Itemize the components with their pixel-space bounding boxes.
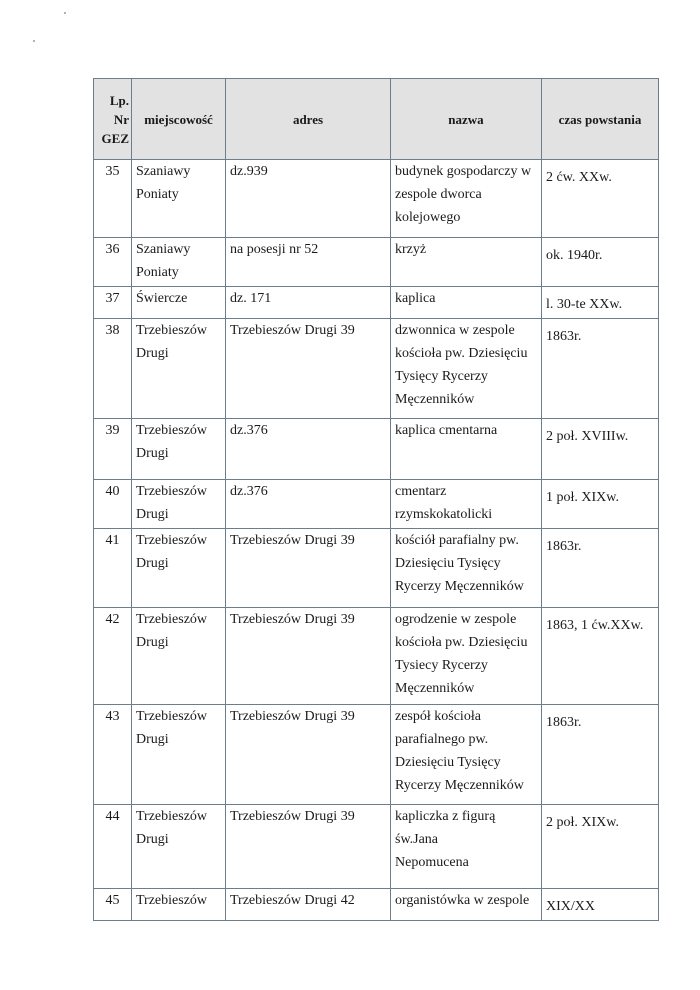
cell-nazwa-line: kościół parafialny pw.	[395, 533, 519, 548]
header-lp-line: Lp.	[109, 92, 129, 108]
cell-miejscowosc-line: Trzebieszów	[136, 484, 208, 499]
cell-nazwa-line: parafialnego pw.	[395, 732, 489, 747]
cell-czas-powstania: 2 poł. XVIIIw.	[542, 419, 659, 480]
cell-miejscowosc	[132, 319, 226, 419]
cell-nazwa-line: rzymskokatolicki	[395, 507, 493, 522]
cell-adres-line: Trzebieszów Drugi 39	[230, 809, 355, 824]
cell-miejscowosc-line: Szaniawy	[136, 242, 191, 257]
cell-nazwa-line: Dziesięciu Tysięcy	[395, 556, 501, 571]
table-body	[94, 160, 659, 921]
cell-adres	[226, 705, 391, 805]
cell-nazwa	[391, 608, 542, 705]
cell-nazwa-line: kolejowego	[395, 210, 461, 225]
cell-adres	[226, 319, 391, 419]
cell-czas-powstania: 1863r.	[542, 705, 659, 805]
header-nazwa: nazwa	[391, 79, 542, 160]
cell-nazwa-line: dzwonnica w zespole	[395, 323, 515, 338]
cell-nazwa-line: Męczenników	[395, 681, 475, 696]
cell-czas-powstania: 2 poł. XIXw.	[542, 805, 659, 889]
header-gez-line: GEZ	[101, 130, 129, 146]
cell-adres	[226, 287, 391, 319]
cell-nazwa-line: kościoła pw. Dziesięciu	[395, 346, 528, 361]
cell-miejscowosc	[132, 529, 226, 608]
scan-speck	[33, 40, 35, 42]
cell-adres-line: dz. 171	[230, 291, 272, 306]
cell-miejscowosc	[132, 419, 226, 480]
cell-nazwa	[391, 319, 542, 419]
cell-miejscowosc-line: Trzebieszów	[136, 709, 208, 724]
table-row	[94, 419, 659, 480]
table-row	[94, 805, 659, 889]
cell-lp: 35	[94, 160, 132, 238]
cell-miejscowosc-line: Trzebieszów	[136, 612, 208, 627]
cell-miejscowosc	[132, 287, 226, 319]
cell-nazwa-line: kaplica cmentarna	[395, 423, 498, 438]
cell-adres	[226, 480, 391, 529]
header-miejscowosc: miejscowość	[132, 79, 226, 160]
table-row	[94, 529, 659, 608]
table-row	[94, 238, 659, 287]
cell-adres-line: dz.376	[230, 423, 268, 438]
cell-lp: 40	[94, 480, 132, 529]
cell-nazwa-line: krzyż	[395, 242, 427, 257]
cell-miejscowosc-line: Trzebieszów	[136, 423, 208, 438]
cell-czas-powstania: XIX/XX	[542, 889, 659, 921]
cell-adres	[226, 889, 391, 921]
cell-czas-powstania: 1863r.	[542, 319, 659, 419]
cell-adres	[226, 238, 391, 287]
cell-miejscowosc-line: Trzebieszów	[136, 323, 208, 338]
cell-czas-powstania: 1863, 1 ćw.XXw.	[542, 608, 659, 705]
cell-miejscowosc	[132, 805, 226, 889]
cell-adres-line: Trzebieszów Drugi 42	[230, 893, 355, 908]
cell-adres-line: dz.939	[230, 164, 268, 179]
cell-miejscowosc-line: Trzebieszów	[136, 809, 208, 824]
cell-miejscowosc	[132, 889, 226, 921]
cell-nazwa	[391, 419, 542, 480]
cell-adres-line: Trzebieszów Drugi 39	[230, 533, 355, 548]
cell-miejscowosc-line: Drugi	[136, 832, 169, 847]
cell-miejscowosc-line: Poniaty	[136, 265, 179, 280]
cell-nazwa-line: Rycerzy Męczenników	[395, 778, 524, 793]
header-adres: adres	[226, 79, 391, 160]
cell-nazwa	[391, 705, 542, 805]
cell-czas-powstania: l. 30-te XXw.	[542, 287, 659, 319]
cell-miejscowosc	[132, 160, 226, 238]
cell-miejscowosc-line: Drugi	[136, 732, 169, 747]
table-row	[94, 319, 659, 419]
cell-miejscowosc-line: Drugi	[136, 556, 169, 571]
cell-adres-line: Trzebieszów Drugi 39	[230, 709, 355, 724]
cell-nazwa-line: Dziesięciu Tysięcy	[395, 755, 501, 770]
cell-nazwa-line: kapliczka z figurą św.Jana	[395, 809, 496, 847]
cell-lp: 36	[94, 238, 132, 287]
scan-speck	[64, 12, 66, 14]
cell-nazwa	[391, 805, 542, 889]
header-czas-powstania: czas powstania	[542, 79, 659, 160]
table-row	[94, 608, 659, 705]
cell-nazwa-line: Tysiecy Rycerzy	[395, 658, 488, 673]
cell-miejscowosc	[132, 238, 226, 287]
cell-nazwa	[391, 889, 542, 921]
cell-adres	[226, 160, 391, 238]
cell-lp: 37	[94, 287, 132, 319]
cell-adres	[226, 608, 391, 705]
cell-miejscowosc-line: Drugi	[136, 635, 169, 650]
cell-nazwa-line: kaplica	[395, 291, 436, 306]
cell-adres	[226, 419, 391, 480]
cell-lp: 38	[94, 319, 132, 419]
cell-nazwa-line: Tysięcy Rycerzy	[395, 369, 488, 384]
cell-miejscowosc	[132, 705, 226, 805]
cell-adres	[226, 529, 391, 608]
cell-nazwa-line: zespół kościoła	[395, 709, 481, 724]
cell-miejscowosc-line: Drugi	[136, 507, 169, 522]
cell-nazwa-line: kościoła pw. Dziesięciu	[395, 635, 528, 650]
cell-miejscowosc-line: Szaniawy	[136, 164, 191, 179]
table-row	[94, 705, 659, 805]
cell-miejscowosc-line: Świercze	[136, 291, 188, 306]
cell-nazwa-line: ogrodzenie w zespole	[395, 612, 517, 627]
cell-czas-powstania: ok. 1940r.	[542, 238, 659, 287]
cell-adres	[226, 805, 391, 889]
cell-miejscowosc-line: Drugi	[136, 446, 169, 461]
cell-nazwa	[391, 480, 542, 529]
cell-nazwa-line: cmentarz	[395, 484, 447, 499]
cell-adres-line: Trzebieszów Drugi 39	[230, 612, 355, 627]
table-header-row	[94, 79, 659, 160]
cell-lp: 45	[94, 889, 132, 921]
cell-nazwa-line: Nepomucena	[395, 855, 469, 870]
cell-lp: 43	[94, 705, 132, 805]
cell-nazwa-line: zespole dworca	[395, 187, 482, 202]
cell-nazwa-line: budynek gospodarczy w	[395, 164, 532, 179]
cell-czas-powstania: 1863r.	[542, 529, 659, 608]
cell-miejscowosc-line: Poniaty	[136, 187, 179, 202]
cell-miejscowosc	[132, 480, 226, 529]
cell-adres-line: Trzebieszów Drugi 39	[230, 323, 355, 338]
header-lp-nr-gez	[94, 79, 132, 160]
table-row	[94, 889, 659, 921]
table-row	[94, 480, 659, 529]
header-nr-line: Nr	[113, 111, 129, 127]
cell-nazwa	[391, 160, 542, 238]
table-row	[94, 287, 659, 319]
cell-miejscowosc-line: Trzebieszów	[136, 893, 208, 908]
monuments-table	[93, 78, 659, 921]
cell-nazwa-line: Męczenników	[395, 392, 475, 407]
cell-adres-line: dz.376	[230, 484, 268, 499]
cell-miejscowosc	[132, 608, 226, 705]
cell-nazwa-line: Rycerzy Męczenników	[395, 579, 524, 594]
table-row	[94, 160, 659, 238]
cell-nazwa	[391, 287, 542, 319]
cell-lp: 44	[94, 805, 132, 889]
cell-lp: 42	[94, 608, 132, 705]
cell-nazwa-line: organistówka w zespole	[395, 893, 530, 908]
cell-adres-line: na posesji nr 52	[230, 242, 319, 257]
cell-czas-powstania: 2 ćw. XXw.	[542, 160, 659, 238]
cell-nazwa	[391, 238, 542, 287]
cell-czas-powstania: 1 poł. XIXw.	[542, 480, 659, 529]
cell-lp: 39	[94, 419, 132, 480]
cell-nazwa	[391, 529, 542, 608]
cell-miejscowosc-line: Drugi	[136, 346, 169, 361]
cell-miejscowosc-line: Trzebieszów	[136, 533, 208, 548]
cell-lp: 41	[94, 529, 132, 608]
